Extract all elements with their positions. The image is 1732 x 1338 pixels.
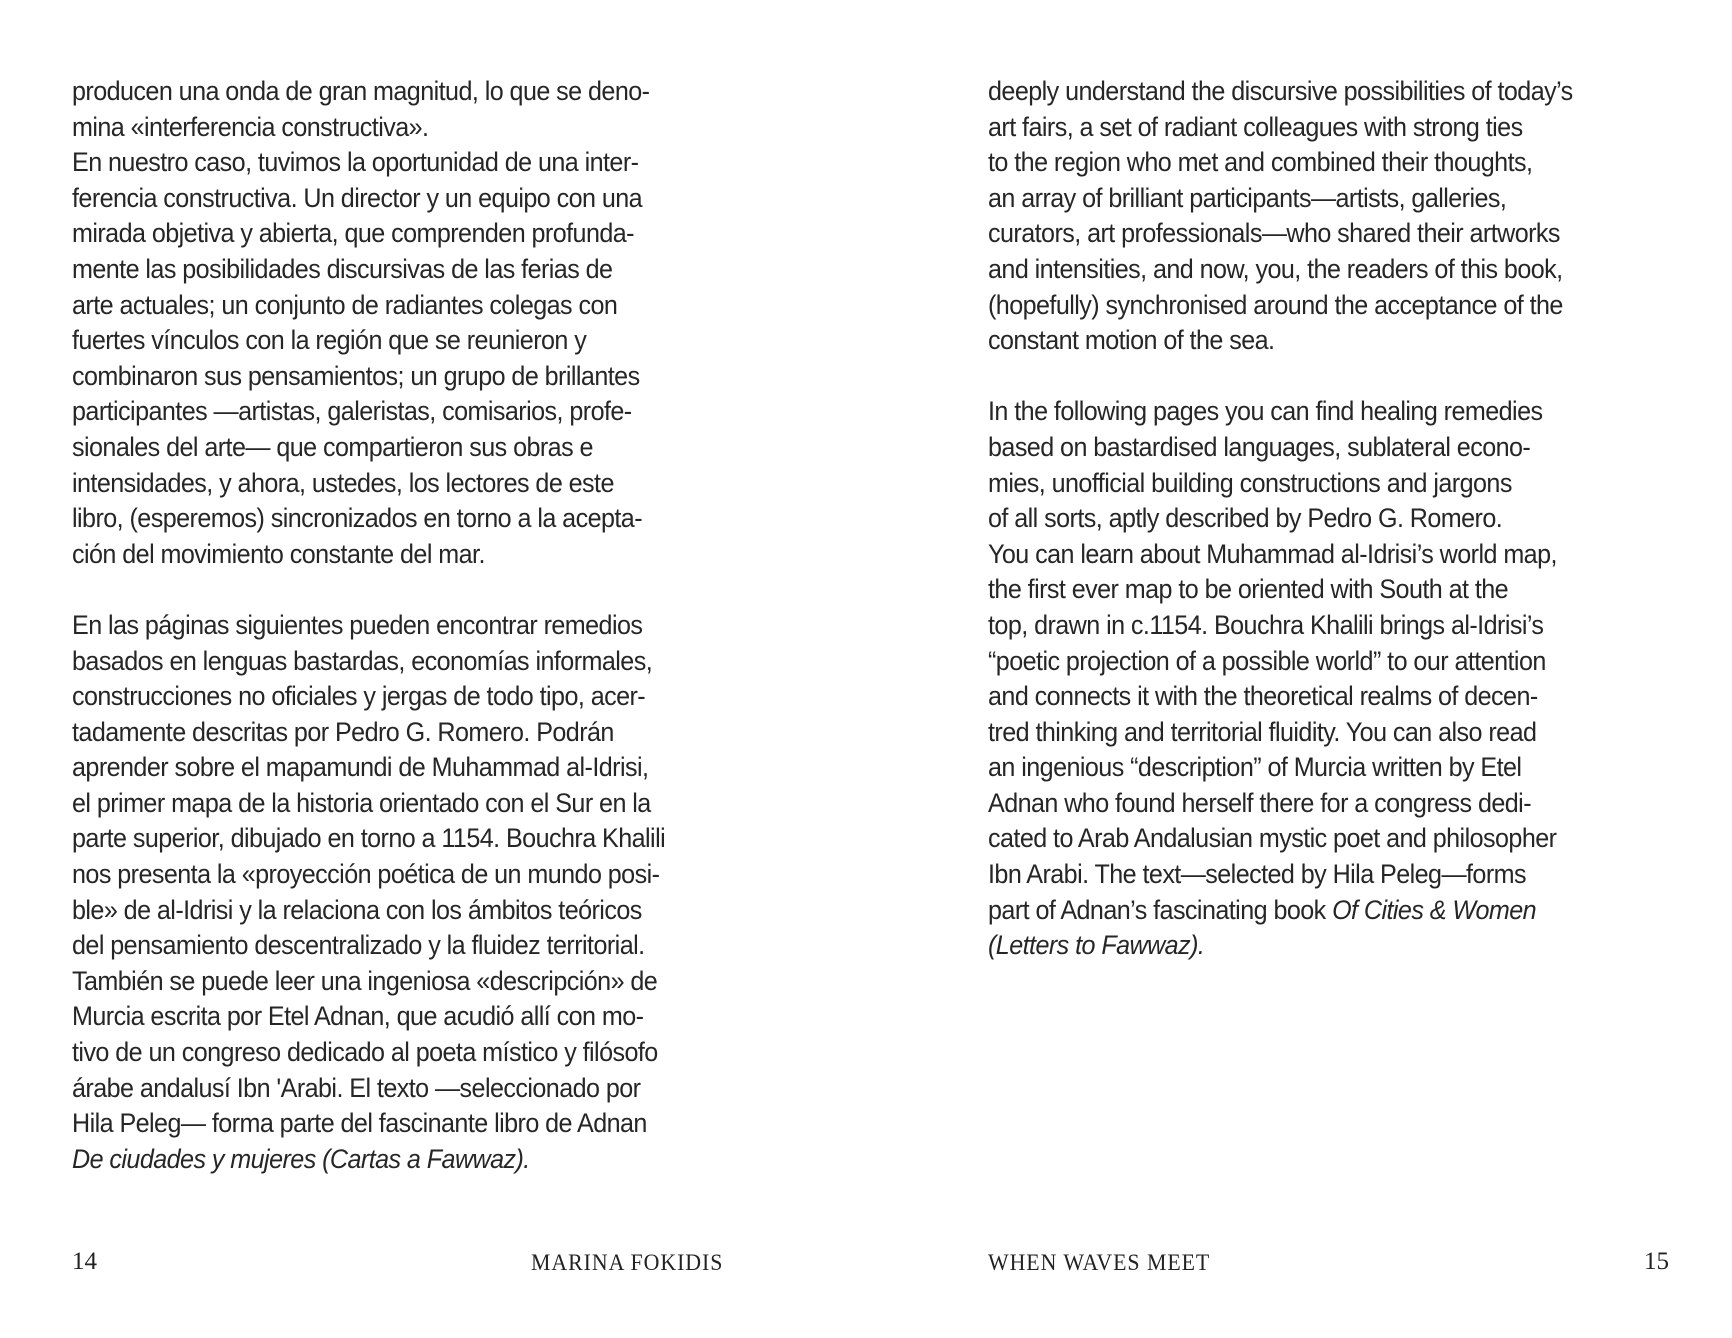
- text-line: based on bastardised languages, sublateral econo-: [988, 431, 1531, 462]
- text-line: producen una onda de gran magnitud, lo que se deno-: [72, 76, 650, 106]
- left-paragraph-2: [72, 608, 710, 1178]
- text-line: ción del movimiento constante del mar.: [72, 538, 485, 569]
- text-line: tivo de un congreso dedicado al poeta místico y filósofo: [72, 1037, 658, 1068]
- text-line: el primer mapa de la historia orientado con el Sur en la: [72, 787, 651, 818]
- right-text-column: [988, 74, 1617, 964]
- text-line: sionales del arte— que compartieron sus obras e: [72, 431, 593, 462]
- text-line: construcciones no oficiales y jergas de todo tipo, acer-: [72, 681, 646, 712]
- text-line: También se puede leer una ingeniosa «descripción» de: [72, 965, 658, 996]
- text-line: (hopefully) synchronised around the acceptance of the: [988, 289, 1563, 320]
- text-line: to the region who met and combined their thoughts,: [988, 147, 1533, 178]
- text-line: parte superior, dibujado en torno a 1154. Bouchra Khalili: [72, 823, 666, 854]
- text-line: top, drawn in c.1154. Bouchra Khalili brings al-Idrisi’s: [988, 609, 1544, 640]
- text-line: mies, unofficial building constructions and jargons: [988, 467, 1512, 498]
- text-line: and intensities, and now, you, the readers of this book,: [988, 253, 1563, 284]
- text-line: Adnan who found herself there for a congress dedi-: [988, 787, 1532, 818]
- text-line: You can learn about Muhammad al-Idrisi’s world map,: [988, 538, 1557, 569]
- text-line: En nuestro caso, tuvimos la oportunidad de una inter-: [72, 147, 639, 178]
- text-line: Ibn Arabi. The text—selected by Hila Peleg—forms: [988, 859, 1527, 890]
- text-line-mixed: [988, 893, 1573, 929]
- text-line: curators, art professionals—who shared their artworks: [988, 218, 1560, 249]
- right-paragraph-1: [988, 74, 1617, 359]
- text-line: Hila Peleg— forma parte del fascinante libro de Adnan: [72, 1108, 647, 1139]
- paragraph-spacer: [72, 572, 710, 608]
- text-line: tred thinking and territorial fluidity. You can also read: [988, 716, 1537, 747]
- page-number-left: 14: [72, 1248, 97, 1275]
- text-line: art fairs, a set of radiant colleagues with strong ties: [988, 111, 1523, 142]
- text-line: mirada objetiva y abierta, que comprenden profunda-: [72, 218, 634, 249]
- left-paragraph-1: [72, 74, 710, 572]
- text-line: of all sorts, aptly described by Pedro G. Romero.: [988, 503, 1503, 534]
- text-line: an ingenious “description” of Murcia written by Etel: [988, 752, 1522, 783]
- right-page: [866, 0, 1732, 1338]
- text-line: and connects it with the theoretical realms of decen-: [988, 681, 1538, 712]
- left-text-column: [72, 74, 710, 1177]
- text-line: ble» de al-Idrisi y la relaciona con los ámbitos teóricos: [72, 894, 642, 925]
- book-title-italic: De ciudades y mujeres (Cartas a Fawwaz).: [72, 1143, 530, 1174]
- text-line: del pensamiento descentralizado y la fluidez territorial.: [72, 930, 645, 961]
- text-line: participantes —artistas, galeristas, comisarios, profe-: [72, 396, 632, 427]
- running-head-title: WHEN WAVES MEET: [988, 1250, 1211, 1275]
- text-line: mente las posibilidades discursivas de las ferias de: [72, 253, 613, 284]
- text-line: arte actuales; un conjunto de radiantes colegas con: [72, 289, 618, 320]
- text-line: constant motion of the sea.: [988, 325, 1275, 356]
- text-line: En las páginas siguientes pueden encontrar remedios: [72, 609, 643, 640]
- text-run: part of Adnan’s fascinating book: [988, 894, 1333, 925]
- text-line: the first ever map to be oriented with South at the: [988, 574, 1509, 605]
- text-line: nos presenta la «proyección poética de un mundo posi-: [72, 859, 660, 890]
- page-number-right: 15: [1644, 1248, 1669, 1275]
- running-head-author: MARINA FOKIDIS: [531, 1250, 724, 1275]
- text-line: intensidades, y ahora, ustedes, los lectores de este: [72, 467, 614, 498]
- text-line: combinaron sus pensamientos; un grupo de brillantes: [72, 360, 640, 391]
- text-line: Murcia escrita por Etel Adnan, que acudió allí con mo-: [72, 1001, 644, 1032]
- text-line: cated to Arab Andalusian mystic poet and philosopher: [988, 823, 1557, 854]
- book-title-italic: (Letters to Fawwaz).: [988, 930, 1205, 961]
- text-line: árabe andalusí Ibn 'Arabi. El texto —seleccionado por: [72, 1072, 641, 1103]
- text-line: mina «interferencia constructiva».: [72, 111, 429, 142]
- text-line: ferencia constructiva. Un director y un equipo con una: [72, 182, 643, 213]
- paragraph-spacer: [988, 359, 1617, 395]
- text-line: an array of brilliant participants—artists, galleries,: [988, 182, 1507, 213]
- text-line: tadamente descritas por Pedro G. Romero. Podrán: [72, 716, 614, 747]
- text-line: libro, (esperemos) sincronizados en torno a la acepta-: [72, 503, 643, 534]
- text-line: “poetic projection of a possible world” to our attention: [988, 645, 1546, 676]
- text-line: fuertes vínculos con la región que se reunieron y: [72, 325, 587, 356]
- text-line: deeply understand the discursive possibilities of today’s: [988, 76, 1573, 106]
- text-line: In the following pages you can find healing remedies: [988, 396, 1543, 427]
- text-line: basados en lenguas bastardas, economías informales,: [72, 645, 653, 676]
- right-paragraph-2: [988, 394, 1617, 964]
- text-line: aprender sobre el mapamundi de Muhammad al-Idrisi,: [72, 752, 649, 783]
- book-title-italic: Of Cities & Women: [1332, 894, 1537, 925]
